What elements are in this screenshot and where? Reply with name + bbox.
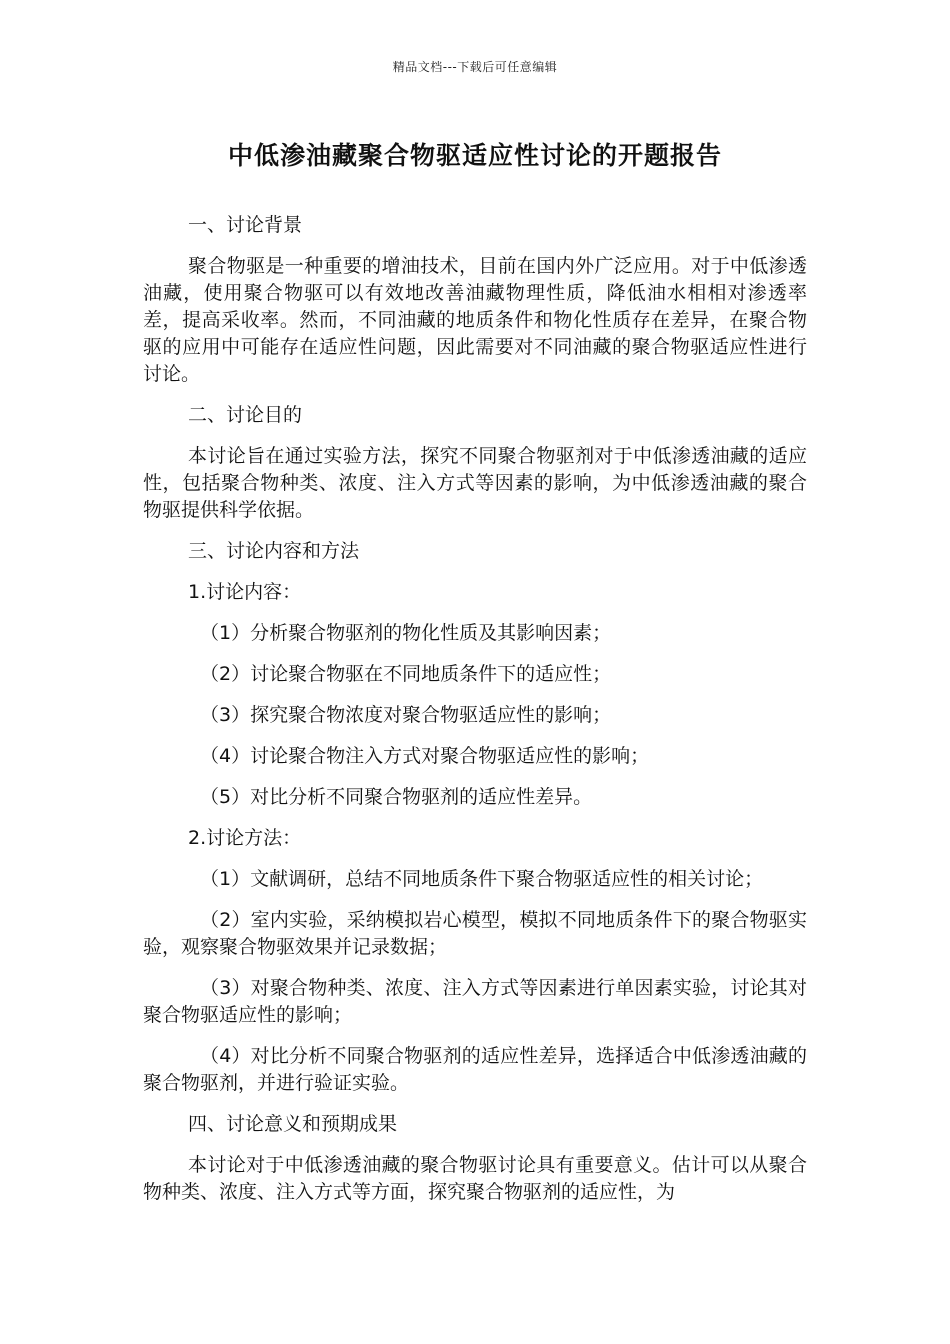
paragraph-background: 聚合物驱是一种重要的增油技术，目前在国内外广泛应用。对于中低渗透油藏，使用聚合物驱可以有效地改善油藏物理性质，降低油水相相对渗透率差，提高采收率。然而，不同油藏的地质条件和物化性质存在差异，在聚合物驱的应用中可能存在适应性问题，因此需要对不同油藏的聚合物驱适应性进行讨论。 bbox=[143, 255, 807, 385]
section-heading-significance: 四、讨论意义和预期成果 bbox=[188, 1113, 398, 1135]
list-item: （2）室内实验，采纳模拟岩心模型，模拟不同地质条件下的聚合物驱实验，观察聚合物驱效果并记录数据； bbox=[143, 909, 807, 958]
header-note: 精品文档---下载后可任意编辑 bbox=[392, 60, 558, 74]
subheading-method: 2.讨论方法： bbox=[188, 827, 302, 849]
section-heading-purpose: 二、讨论目的 bbox=[188, 404, 303, 426]
section-heading-background: 一、讨论背景 bbox=[188, 214, 303, 236]
paragraph-significance: 本讨论对于中低渗透油藏的聚合物驱讨论具有重要意义。估计可以从聚合物种类、浓度、注入方式等方面，探究聚合物驱剂的适应性，为 bbox=[143, 1154, 807, 1203]
list-item: （2）讨论聚合物驱在不同地质条件下的适应性； bbox=[200, 663, 612, 685]
subheading-content: 1.讨论内容： bbox=[188, 581, 302, 603]
section-heading-content-method: 三、讨论内容和方法 bbox=[188, 540, 360, 562]
document-title: 中低渗油藏聚合物驱适应性讨论的开题报告 bbox=[227, 141, 722, 170]
list-item: （1）文献调研，总结不同地质条件下聚合物驱适应性的相关讨论； bbox=[200, 868, 764, 890]
document-body bbox=[143, 212, 807, 1220]
paragraph-purpose: 本讨论旨在通过实验方法，探究不同聚合物驱剂对于中低渗透油藏的适应性，包括聚合物种类、浓度、注入方式等因素的影响，为中低渗透油藏的聚合物驱提供科学依据。 bbox=[143, 445, 807, 521]
list-item: （4）对比分析不同聚合物驱剂的适应性差异，选择适合中低渗透油藏的聚合物驱剂，并进行验证实验。 bbox=[143, 1045, 807, 1094]
list-item: （3）对聚合物种类、浓度、注入方式等因素进行单因素实验，讨论其对聚合物驱适应性的影响； bbox=[143, 977, 807, 1026]
list-item: （4）讨论聚合物注入方式对聚合物驱适应性的影响； bbox=[200, 745, 650, 767]
list-item: （3）探究聚合物浓度对聚合物驱适应性的影响； bbox=[200, 704, 612, 726]
list-item: （1）分析聚合物驱剂的物化性质及其影响因素； bbox=[200, 622, 612, 644]
list-item: （5）对比分析不同聚合物驱剂的适应性差异。 bbox=[200, 786, 593, 808]
